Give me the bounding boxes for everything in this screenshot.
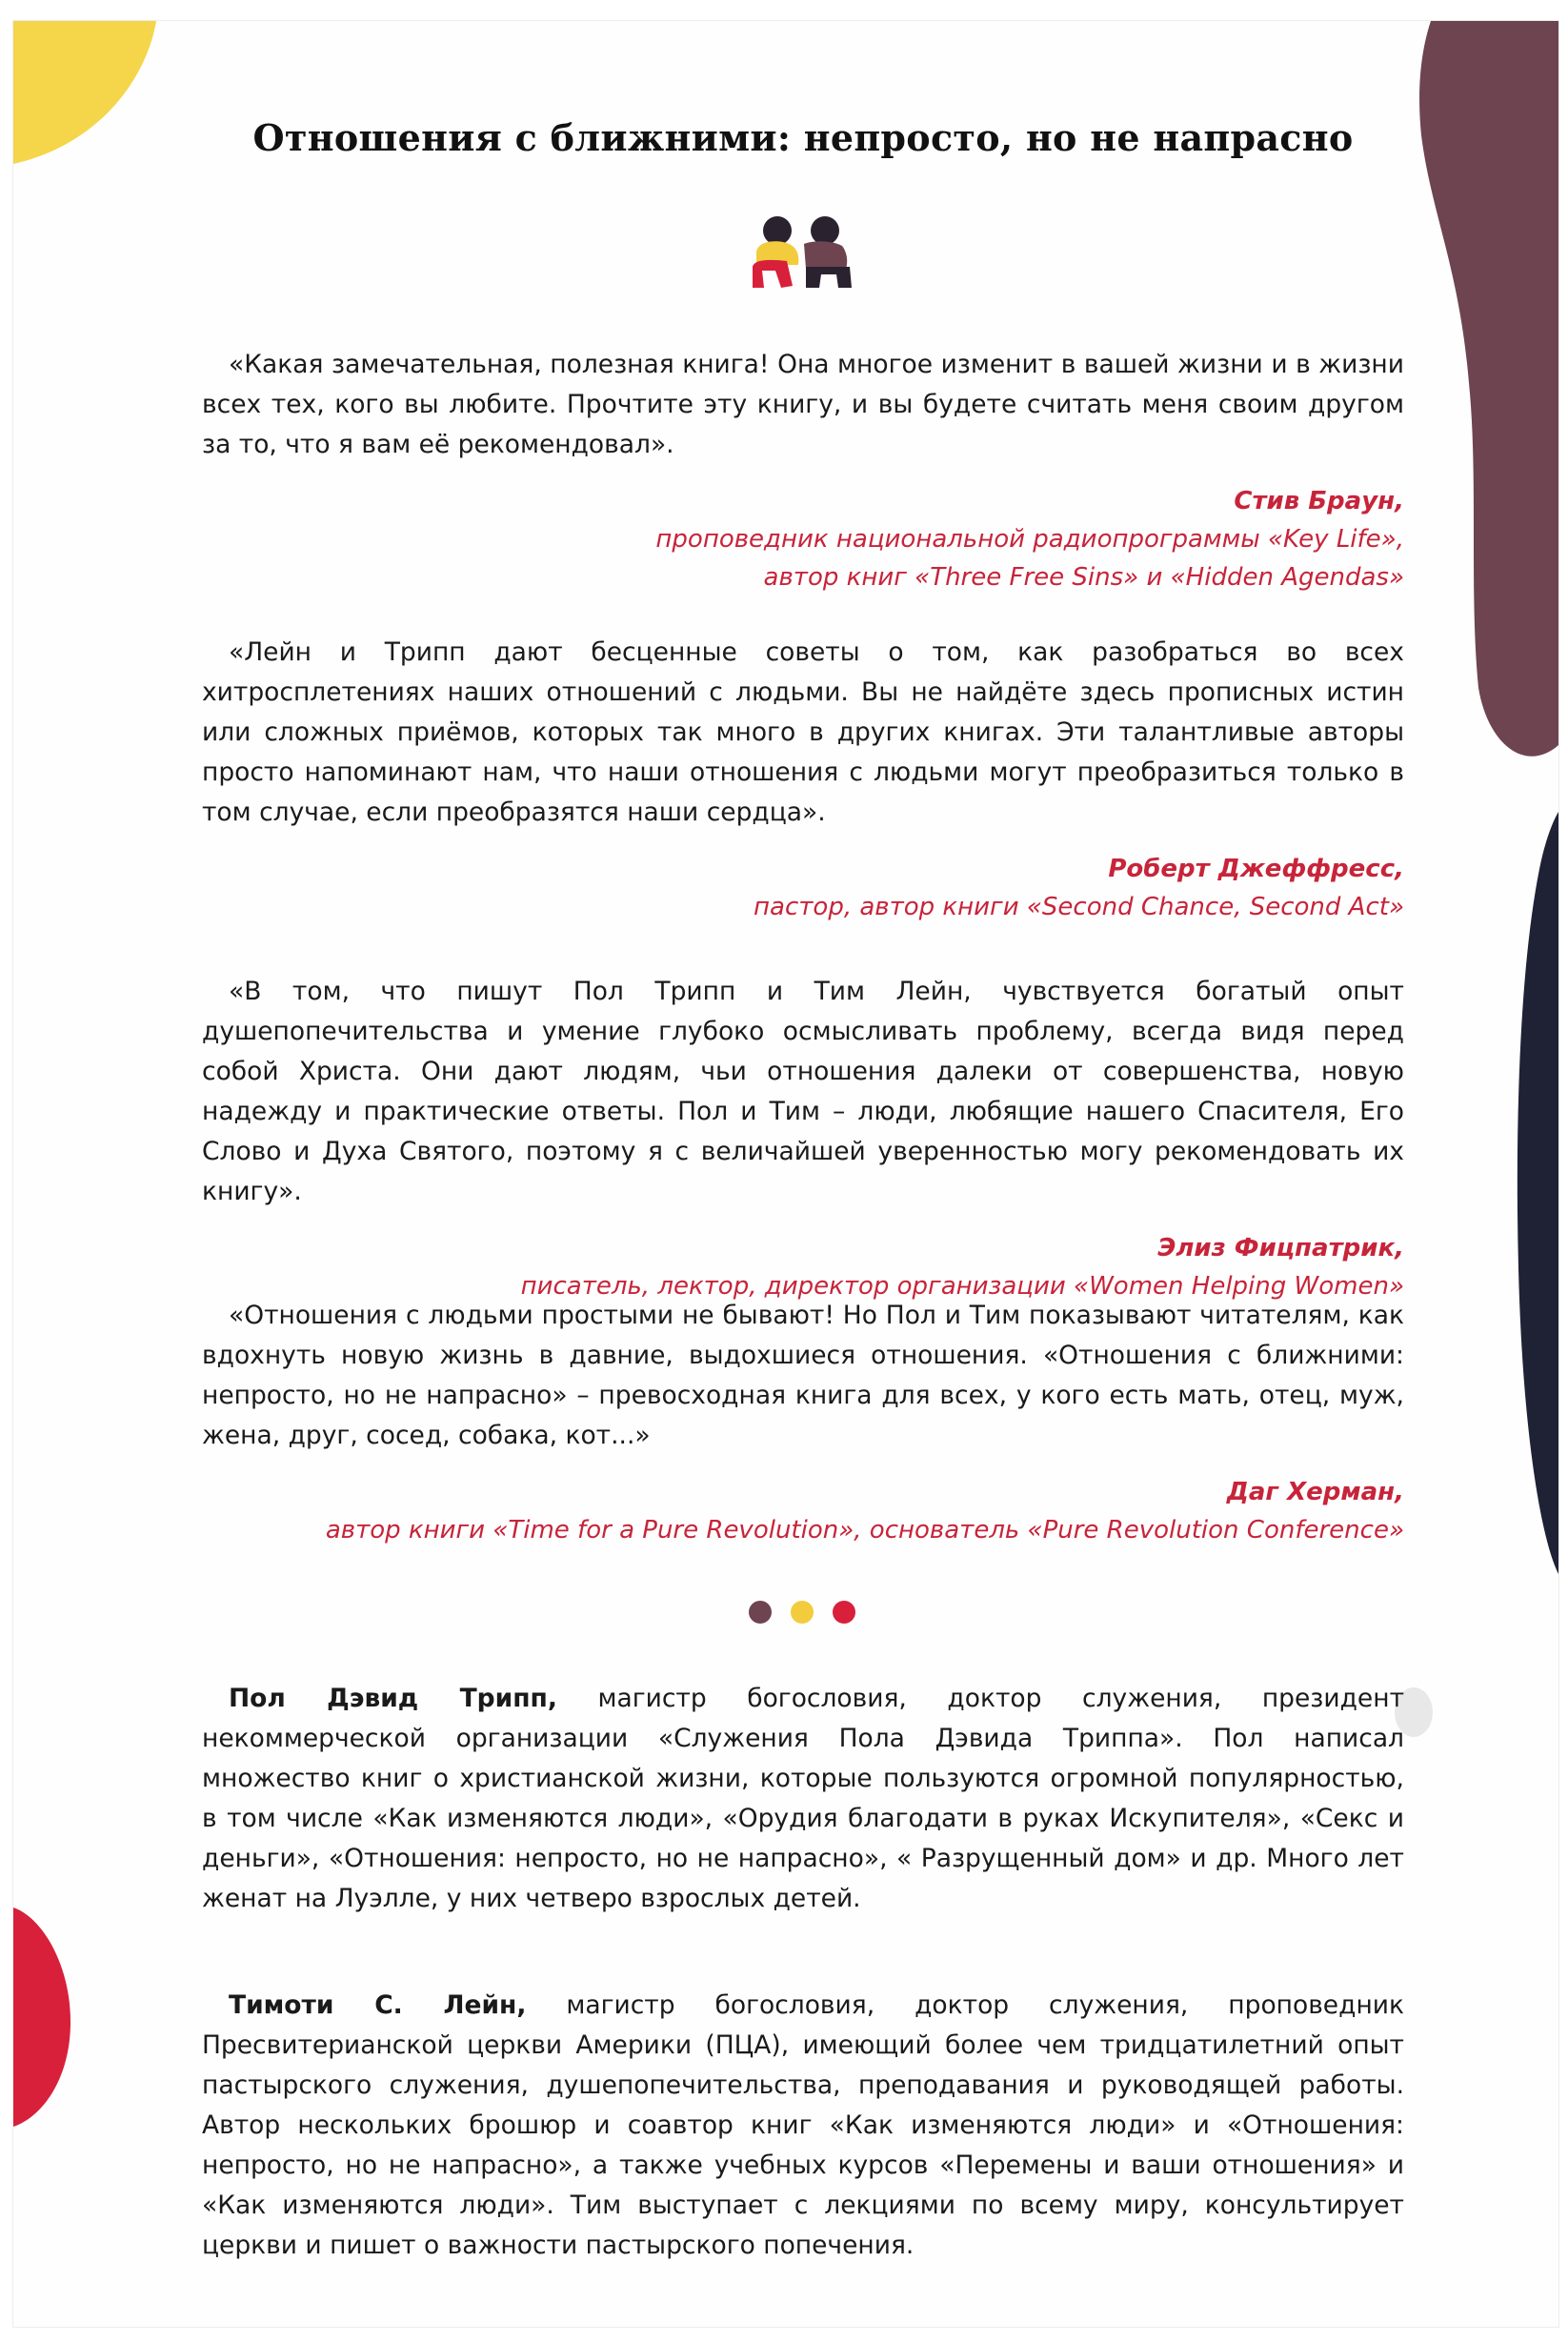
red-blob-decoration [13,1908,90,2127]
right-person-body [804,241,847,269]
plum-blob-shape [1419,21,1558,757]
navy-blob-decoration [1511,812,1558,1574]
reviewer-name: Роберт Джеффресс, [1108,855,1404,883]
quote-text: «Лейн и Трипп дают бесценные советы о том, как разобраться во всех хитросплетениях наших отношений с людьми. Вы не найдёте здесь прописных истин или сложных приёмов, которых так много в других книгах. Эти талантливые авторы просто напоминают нам, что наши отношения с людьми могут преобразиться только в том случае, если преобразятся наши сердца». [202,637,1404,827]
quote-attribution [202,850,1404,926]
quote-text: «Отношения с людьми простыми не бывают! Но Пол и Тим показывают читателям, как вдохнуть новую жизнь в давние, выдохшиеся отношения. «Отношения с ближними: непросто, но не напрасно» – превосходная книга для всех, у кого есть мать, отец, муж, жена, друг, сосед, собака, кот...» [202,1301,1404,1450]
navy-blob-shape [1518,812,1558,1574]
reviewer-name: Стив Браун, [1234,487,1404,515]
reviewer-role: пастор, автор книги «Second Chance, Second Act» [754,893,1404,921]
yellow-blob-decoration [13,21,156,173]
reviewer-role: проповедник национальной радиопрограммы «Key Life», [655,525,1404,554]
author-bio-1 [202,1679,1404,1919]
author-name: Тимоти С. Лейн, [229,1990,527,2020]
book-title: Отношения с ближними: непросто, но не напрасно [252,116,1354,159]
bio-body: магистр богословия, доктор служения, президент некоммерческой организации «Служения Пола Дэвида Триппа». Пол написал множество книг о христианской жизни, которые пользуются огромной популярностью, в том числе «Как изменяются люди», «Орудия благодати в руках Искупителя», «Секс и деньги», «Отношения: непросто, но не напрасно», « Разрущенный дом» и др. Много лет женат на Луэлле, у них четверо взрослых детей. [202,1684,1405,1913]
author-name: Пол Дэвид Трипп, [229,1684,557,1713]
review-quote-2 [202,633,1404,926]
plum-dot [749,1601,772,1624]
reviewer-name: Элиз Фицпатрик, [1157,1234,1404,1262]
yellow-dot [791,1601,814,1624]
quote-text: «В том, что пишут Пол Трипп и Тим Лейн, чувствуется богатый опыт душепопечительства и умение глубоко осмысливать проблему, всегда видя перед собой Христа. Они дают людям, чьи отношения далеки от совершенства, новую надежду и практические ответы. Пол и Тим – люди, любящие нашего Спасителя, Его Слово и Духа Святого, поэтому я с величайшей уверенностью могу рекомендовать их книгу». [202,977,1404,1206]
right-person-legs [806,267,852,288]
bio-body: магистр богословия, доктор служения, проповедник Пресвитерианской церкви Америки (ПЦА), имеющий более чем тридцатилетний опыт пастырского служения, душепопечительства, преподавания и руководящей работы. Автор нескольких брошюр и соавтор книг «Как изменяются люди» и «Отношения: непросто, но не напрасно», а также учебных курсов «Перемены и ваши отношения» и «Как изменяются люди». Тим выступает с лекциями по всему миру, консультирует церкви и пишет о важности пастырского попечения. [202,1990,1404,2260]
quote-attribution [202,482,1404,596]
reviewer-role: писатель, лектор, директор организации «Women Helping Women» [520,1272,1404,1301]
reviewer-role: автор книги «Time for a Pure Revolution», основатель «Pure Revolution Conference» [325,1516,1404,1545]
left-person-legs [753,260,793,288]
review-quote-4 [202,1296,1404,1549]
back-cover [13,21,1558,2327]
right-person-head [811,216,839,245]
bio-text [202,1679,1404,1919]
quote-attribution [202,1473,1404,1549]
yellow-blob-shape [13,21,156,164]
reviewer-name: Даг Херман, [1226,1478,1404,1506]
review-quote-3 [202,972,1404,1305]
red-blob-shape [13,1908,70,2127]
three-dots-separator [735,1598,869,1626]
review-quote-1 [202,345,1404,596]
quote-text: «Какая замечательная, полезная книга! Она многое изменит в вашей жизни и в жизни всех тех, кого вы любите. Прочтите эту книгу, и вы будете считать меня своим другом за то, что я вам её рекомендовал». [202,350,1404,459]
plum-blob-decoration [1412,21,1558,783]
author-bio-2 [202,1986,1404,2266]
red-dot [833,1601,855,1624]
bio-text [202,1986,1404,2266]
quote-attribution [202,1229,1404,1305]
left-person-head [763,216,792,245]
reviewer-role: автор книг «Three Free Sins» и «Hidden Agendas» [763,563,1404,592]
two-people-sitting-icon [735,212,869,297]
